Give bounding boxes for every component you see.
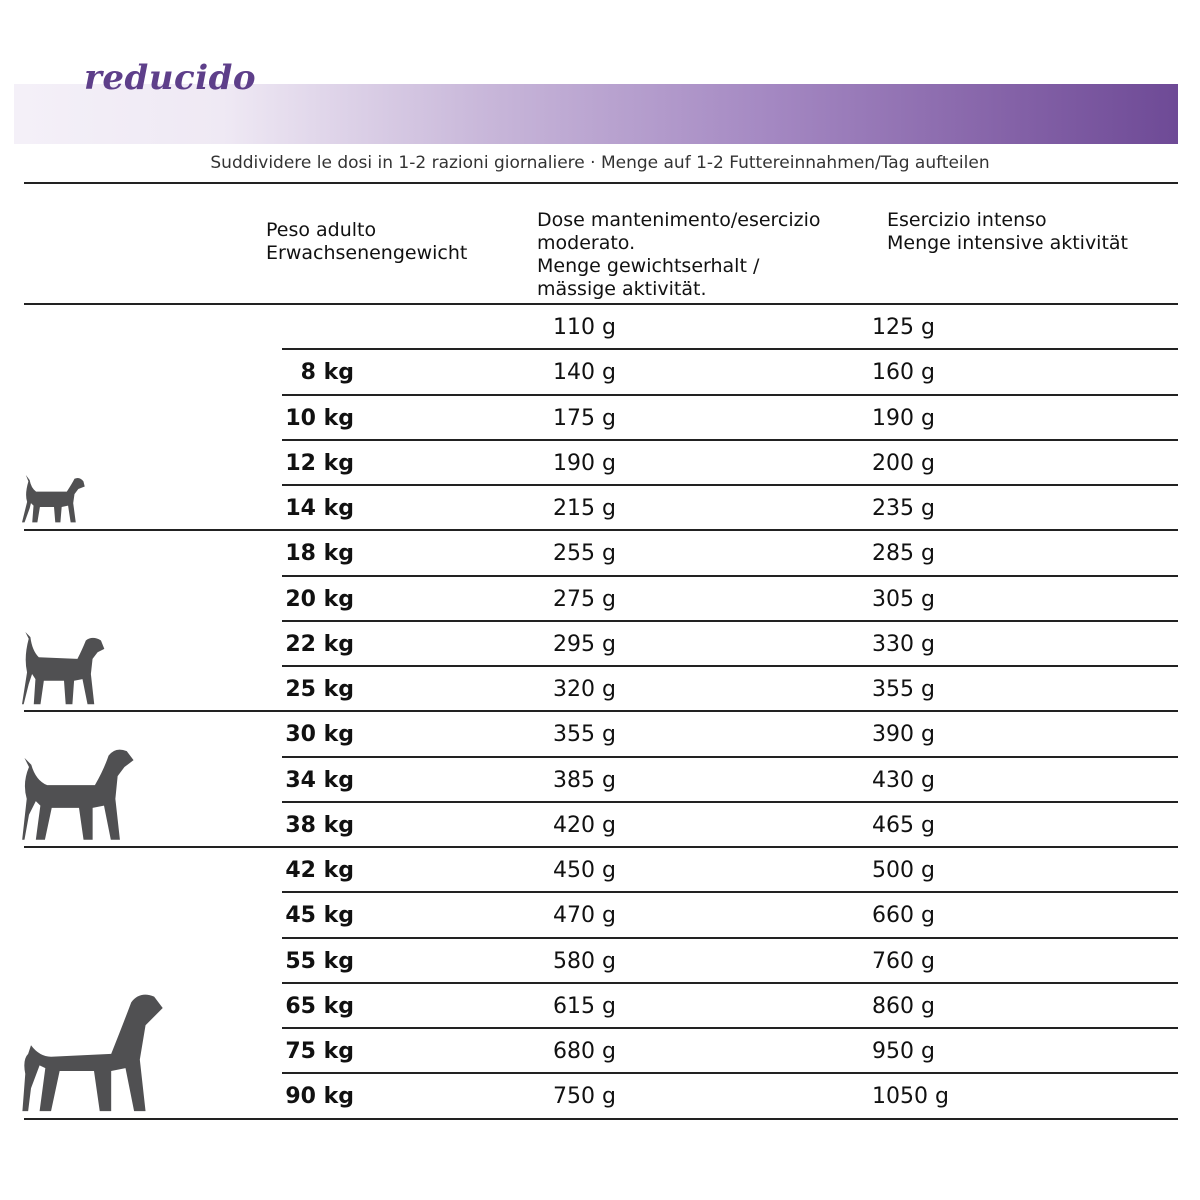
intense-dose-cell: 160 g bbox=[872, 360, 935, 386]
row-rule bbox=[282, 665, 1178, 667]
header-moderate-line: mässige aktivität. bbox=[537, 278, 707, 300]
moderate-dose-cell: 175 g bbox=[553, 405, 616, 431]
row-rule bbox=[282, 394, 1178, 396]
weight-cell: 55 kg bbox=[285, 948, 354, 974]
header-intense-line: Esercizio intenso bbox=[887, 209, 1047, 231]
row-rule bbox=[282, 439, 1178, 441]
intense-dose-cell: 760 g bbox=[872, 948, 935, 974]
moderate-dose-cell: 320 g bbox=[553, 677, 616, 702]
intense-dose-cell: 860 g bbox=[872, 993, 935, 1019]
moderate-dose-cell: 420 g bbox=[553, 812, 616, 838]
moderate-dose-cell: 750 g bbox=[553, 1084, 616, 1110]
moderate-dose-cell: 255 g bbox=[553, 541, 616, 567]
giant-dog-icon bbox=[22, 988, 166, 1114]
group-rule bbox=[24, 529, 1178, 531]
header-bottom-rule bbox=[24, 303, 1178, 305]
group-rule bbox=[24, 1118, 1178, 1120]
intense-dose-cell: 330 g bbox=[872, 631, 935, 657]
moderate-dose-cell: 110 g bbox=[553, 315, 616, 340]
moderate-dose-cell: 190 g bbox=[553, 450, 616, 476]
weight-cell: 8 kg bbox=[300, 360, 354, 386]
moderate-dose-cell: 275 g bbox=[553, 586, 616, 612]
weight-cell: 75 kg bbox=[285, 1039, 354, 1064]
weight-cell: 45 kg bbox=[285, 903, 354, 929]
weight-cell: 90 kg bbox=[285, 1084, 354, 1110]
moderate-dose-cell: 140 g bbox=[553, 360, 616, 386]
weight-cell: 12 kg bbox=[285, 450, 354, 476]
feeding-instructions: Suddividere le dosi in 1-2 razioni giornaliere · Menge auf 1-2 Futtereinnahmen/Tag aufteilen bbox=[210, 153, 990, 173]
intense-dose-cell: 950 g bbox=[872, 1039, 935, 1064]
intense-dose-cell: 190 g bbox=[872, 405, 935, 431]
row-rule bbox=[282, 484, 1178, 486]
moderate-dose-cell: 385 g bbox=[553, 767, 616, 793]
intense-dose-cell: 430 g bbox=[872, 767, 935, 793]
row-rule bbox=[282, 982, 1178, 984]
intense-dose-cell: 125 g bbox=[872, 315, 935, 340]
row-rule bbox=[282, 1072, 1178, 1074]
weight-cell: 65 kg bbox=[285, 993, 354, 1019]
header-intense bbox=[887, 209, 1128, 255]
intense-dose-cell: 200 g bbox=[872, 450, 935, 476]
row-rule bbox=[282, 620, 1178, 622]
row-rule bbox=[282, 937, 1178, 939]
moderate-dose-cell: 580 g bbox=[553, 948, 616, 974]
intense-dose-cell: 235 g bbox=[872, 496, 935, 521]
small-dog-icon bbox=[22, 470, 86, 526]
weight-cell: 14 kg bbox=[285, 496, 354, 521]
weight-cell: 25 kg bbox=[285, 677, 354, 702]
weight-cell: 18 kg bbox=[285, 541, 354, 567]
row-rule bbox=[282, 756, 1178, 758]
row-rule bbox=[282, 801, 1178, 803]
weight-cell: 20 kg bbox=[285, 586, 354, 612]
medium-dog-icon bbox=[22, 632, 106, 706]
row-rule bbox=[282, 1027, 1178, 1029]
large-dog-icon bbox=[22, 742, 136, 842]
row-rule bbox=[282, 891, 1178, 893]
header-intense-line: Menge intensive aktivität bbox=[887, 232, 1129, 254]
header-weight-line: Peso adulto bbox=[266, 219, 377, 241]
intense-dose-cell: 465 g bbox=[872, 812, 935, 838]
intense-dose-cell: 390 g bbox=[872, 722, 935, 748]
weight-cell: 38 kg bbox=[285, 812, 354, 838]
moderate-dose-cell: 680 g bbox=[553, 1039, 616, 1064]
moderate-dose-cell: 615 g bbox=[553, 993, 616, 1019]
row-rule bbox=[282, 575, 1178, 577]
weight-cell: 34 kg bbox=[285, 767, 354, 793]
group-rule bbox=[24, 846, 1178, 848]
intense-dose-cell: 1050 g bbox=[872, 1084, 949, 1110]
weight-cell: 10 kg bbox=[285, 405, 354, 431]
weight-cell: 42 kg bbox=[285, 858, 354, 883]
header-top-rule bbox=[24, 182, 1178, 184]
intense-dose-cell: 500 g bbox=[872, 858, 935, 883]
moderate-dose-cell: 355 g bbox=[553, 722, 616, 748]
intense-dose-cell: 355 g bbox=[872, 677, 935, 702]
moderate-dose-cell: 295 g bbox=[553, 631, 616, 657]
header-moderate bbox=[537, 209, 821, 301]
weight-cell: 30 kg bbox=[285, 722, 354, 748]
header-weight bbox=[266, 219, 467, 265]
moderate-dose-cell: 450 g bbox=[553, 858, 616, 883]
header-moderate-line: Menge gewichtserhalt / bbox=[537, 255, 760, 277]
intense-dose-cell: 660 g bbox=[872, 903, 935, 929]
intense-dose-cell: 285 g bbox=[872, 541, 935, 567]
moderate-dose-cell: 470 g bbox=[553, 903, 616, 929]
header-moderate-line: moderato. bbox=[537, 232, 636, 254]
intense-dose-cell: 305 g bbox=[872, 586, 935, 612]
header-moderate-line: Dose mantenimento/esercizio bbox=[537, 209, 821, 231]
moderate-dose-cell: 215 g bbox=[553, 496, 616, 521]
group-rule bbox=[24, 710, 1178, 712]
row-rule bbox=[282, 348, 1178, 350]
page-title: reducido bbox=[84, 58, 257, 98]
header-weight-line: Erwachsenengewicht bbox=[266, 242, 468, 264]
weight-cell: 22 kg bbox=[285, 631, 354, 657]
